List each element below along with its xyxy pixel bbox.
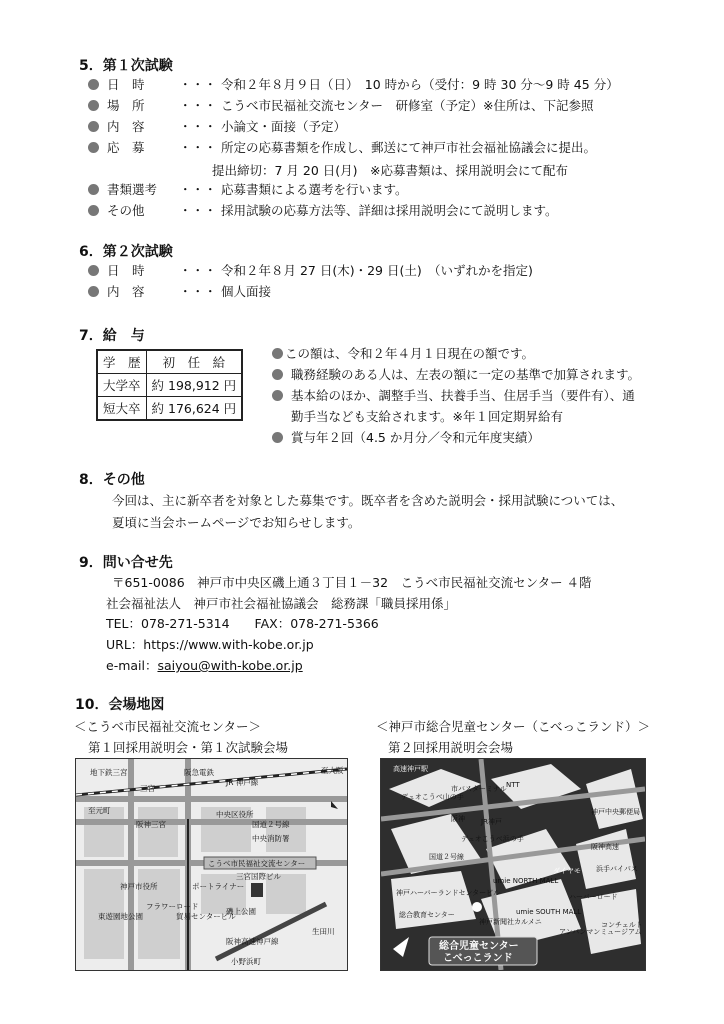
bullet-icon (88, 205, 99, 216)
map-label: デュオこうべ浜の手 (461, 835, 524, 843)
row-dots: ・・・ (179, 77, 217, 92)
row-dots: ・・・ (179, 203, 217, 218)
section5-title: 5．第１次試験 (79, 58, 173, 74)
info-row (88, 98, 593, 114)
table-cell: 大学卒 (97, 374, 146, 397)
bullet-icon (88, 265, 99, 276)
other-line: 今回は、主に新卒者を対象とした募集です。既卒者を含めた説明会・採用試験については、 (112, 493, 624, 508)
map-label: 至大阪 (321, 766, 344, 775)
map-label: 小野浜町 (231, 957, 261, 966)
map-label: 三宮 (140, 784, 155, 793)
info-row (88, 182, 408, 198)
map-label: ダイヤモ (553, 867, 581, 875)
other-line: 夏頃に当会ホームページでお知らせします。 (112, 515, 361, 530)
map-label: 中央区役所 (216, 810, 254, 819)
map-label: 東遊園地公園 (98, 912, 143, 921)
row-label: 内 容 (107, 284, 145, 299)
row-label: その他 (107, 203, 145, 218)
row-label: 日 時 (107, 263, 145, 278)
row-value: 令和２年８月 27 日(木)・29 日(土) （いずれかを指定) (221, 263, 533, 278)
map-label: 磯上公園 (226, 907, 256, 916)
map-label: 貿易センタービル (176, 912, 236, 921)
map-label: 神戸新聞社カルメニ (479, 918, 542, 926)
table-row (97, 374, 242, 397)
map-label: 中央消防署 (252, 834, 290, 843)
info-row (88, 263, 533, 279)
salary-note: 職務経験のある人は、左表の額に一定の基準で加算されます。 (272, 367, 640, 383)
row-value: 応募書類による選考を行います。 (221, 182, 408, 197)
info-row (88, 140, 596, 156)
map-label: 生田川 (312, 927, 335, 936)
map-label: umie NORTH MALL (493, 877, 559, 885)
row-label: 場 所 (107, 98, 145, 113)
map1-caption: ＜こうべ市民福祉交流センター＞ (74, 719, 262, 734)
section10-title: 10．会場地図 (75, 697, 165, 713)
contact-org: 社会福祉法人 神戸市社会福祉協議会 総務課「職員採用係」 (106, 596, 457, 611)
bullet-icon (88, 121, 99, 132)
map-label: 高速神戸駅 (393, 765, 428, 773)
map-label: JR神戸 (481, 818, 502, 826)
map-label: アンパンマンミュージアム (559, 928, 642, 936)
map2-caption: ＜神戸市総合児童センター（こべっこランド）＞ (376, 719, 651, 734)
row-label: 応 募 (107, 140, 145, 155)
row-dots: ・・・ (179, 140, 217, 155)
map-label: 阪神三宮 (136, 820, 166, 829)
map-label: 阪急電鉄 (184, 768, 214, 777)
row-label: 書類選考 (107, 182, 158, 197)
bullet-icon (88, 286, 99, 297)
row-value: 令和２年８月９日（日） 10 時から（受付：9 時 30 分～9 時 45 分） (221, 77, 619, 92)
map-label: 至元町 (88, 806, 111, 815)
map-label: 阪神 (451, 815, 465, 823)
bullet-icon (88, 142, 99, 153)
map-label: NTT (506, 781, 520, 789)
map-label: 市バスターミナル (451, 785, 507, 793)
row-dots: ・・・ (179, 284, 217, 299)
map-welfare-center (75, 758, 348, 971)
bullet-icon (272, 390, 283, 401)
section9-title: 9．問い合せ先 (79, 555, 173, 571)
bullet-icon (88, 100, 99, 111)
bullet-icon (272, 369, 283, 380)
map-label: フラワーロード (146, 902, 199, 911)
map-label: 総合教育センター (399, 911, 455, 919)
map-label: コンチェルト (601, 921, 643, 929)
map-label: 国道２号線 (429, 853, 464, 861)
row-dots: ・・・ (179, 263, 217, 278)
salary-table (96, 349, 243, 421)
map-label: 浜手バイパス (596, 865, 638, 873)
info-row (88, 284, 271, 300)
info-row (88, 203, 558, 219)
map1-subcaption: 第１回採用説明会・第１次試験会場 (88, 740, 289, 755)
contact-email (106, 656, 303, 674)
map-label: 神戸市役所 (120, 882, 158, 891)
row-dots: ・・・ (179, 182, 217, 197)
contact-url[interactable]: URL：https://www.with-kobe.or.jp (106, 637, 314, 652)
deadline-note: 提出締切：7 月 20 日(月) ※応募書類は、採用説明会にて配布 (212, 163, 569, 178)
salary-note: 賞与年２回（4.5 か月分／令和元年度実績） (272, 430, 540, 446)
salary-note: この額は、令和２年４月１日現在の額です。 (272, 346, 534, 362)
table-header-cell: 初 任 給 (146, 350, 242, 374)
map-label: 神戸中央郵便局 (591, 808, 640, 816)
salary-note: 勤手当なども支給されます。※年１回定期昇給有 (291, 409, 563, 424)
map-label: 国道２号線 (252, 820, 290, 829)
section7-title: 7．給 与 (79, 328, 145, 344)
info-row (88, 77, 619, 93)
table-cell: 約 198,912 円 (146, 374, 242, 397)
map2-subcaption: 第２回採用説明会会場 (388, 740, 514, 755)
table-row (97, 350, 242, 374)
map-label: JR 神戸線 (226, 778, 259, 787)
row-value: 個人面接 (221, 284, 272, 299)
row-value: 所定の応募書類を作成し、郵送にて神戸市社会福祉協議会に提出。 (221, 140, 597, 155)
bullet-icon (88, 79, 99, 90)
table-header-cell: 学 歴 (97, 350, 146, 374)
row-dots: ・・・ (179, 98, 217, 113)
email-label: e-mail： (106, 658, 158, 673)
contact-tel: TEL：078-271-5314 FAX：078-271-5366 (106, 616, 379, 631)
info-row (88, 119, 346, 135)
map-label: 阪神高速 (591, 843, 619, 851)
map-label: こうべ市民福祉交流センター (208, 859, 306, 868)
row-label: 内 容 (107, 119, 145, 134)
row-value: 小論文・面接（予定） (221, 119, 347, 134)
map-label: 神戸ハーバーランドセンタービル (396, 889, 501, 897)
map-label: 三宮国際ビル (236, 872, 281, 881)
table-cell: 短大卒 (97, 397, 146, 421)
row-dots: ・・・ (179, 119, 217, 134)
row-label: 日 時 (107, 77, 145, 92)
map-children-center (380, 758, 646, 971)
map-label: 総合児童センター (439, 941, 519, 952)
contact-address: 〒651-0086 神戸市中央区磯上通３丁目１－32 こうべ市民福祉交流センター ４階 (112, 575, 592, 590)
bullet-icon (272, 432, 283, 443)
email-link[interactable]: saiyou@with-kobe.or.jp (157, 658, 303, 673)
table-row (97, 397, 242, 421)
table-cell: 約 176,624 円 (146, 397, 242, 421)
section6-title: 6．第２次試験 (79, 244, 173, 260)
section8-title: 8．その他 (79, 472, 145, 488)
map-label: umie SOUTH MALL (516, 908, 582, 916)
row-value: こうべ市民福祉交流センター 研修室（予定）※住所は、下記参照 (221, 98, 594, 113)
map-label: ハーバーロード (569, 893, 618, 901)
map-label: こべっこランド (443, 953, 513, 964)
salary-note: 基本給のほか、調整手当、扶養手当、住居手当（要件有）、通 (272, 388, 635, 404)
map-label: ポートライナー (192, 882, 245, 891)
bullet-icon (88, 184, 99, 195)
map-label: 阪神高速神戸線 (226, 937, 279, 946)
bullet-icon (272, 348, 283, 359)
row-value: 採用試験の応募方法等、詳細は採用説明会にて説明します。 (221, 203, 558, 218)
map-label: デュオこうべ山の手 (401, 793, 464, 801)
map-label: 地下鉄三宮 (90, 768, 128, 777)
